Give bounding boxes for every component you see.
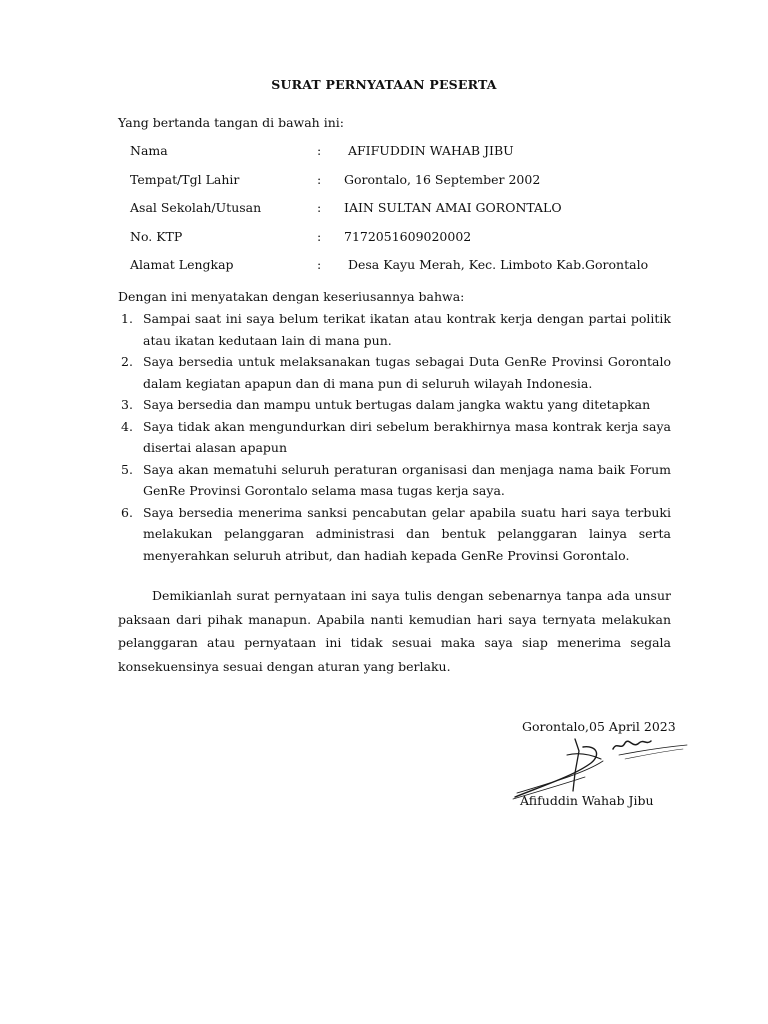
item-text: Saya bersedia untuk melaksanakan tugas sebagai Duta GenRe Provinsi Gorontalo dalam kegiatan apapun dan di mana pun di seluruh wilayah Indonesia.	[143, 354, 671, 391]
field-value: Desa Kayu Merah, Kec. Limboto Kab.Gorontalo	[344, 257, 649, 272]
field-asal-sekolah	[130, 200, 690, 218]
field-value: 7172051609020002	[344, 229, 472, 244]
field-no-ktp	[130, 229, 690, 247]
item-text: Saya akan mematuhi seluruh peraturan organisasi dan menjaga nama baik Forum GenRe Provinsi Gorontalo selama masa tugas kerja saya.	[143, 461, 671, 498]
list-item	[118, 394, 671, 416]
place-date: Gorontalo,05 April 2023	[522, 719, 676, 734]
item-text: Sampai saat ini saya belum terikat ikatan atau kontrak kerja dengan partai politik atau ikatan kedutaan lain di mana pun.	[143, 311, 671, 348]
item-number: 3.	[121, 397, 133, 412]
field-colon: :	[317, 257, 322, 272]
item-number: 5.	[121, 461, 133, 477]
field-colon: :	[317, 200, 322, 215]
field-label: No. KTP	[130, 229, 183, 244]
item-text: Saya bersedia dan mampu untuk bertugas dalam jangka waktu yang ditetapkan	[143, 397, 651, 412]
field-label: Alamat Lengkap	[130, 257, 234, 272]
item-text: Saya tidak akan mengundurkan diri sebelum berakhirnya masa kontrak kerja saya disertai alasan apapun	[143, 418, 671, 455]
field-tempat-tgl-lahir	[130, 172, 690, 190]
item-number: 6.	[121, 504, 133, 520]
signer-name: Afifuddin Wahab Jibu	[520, 793, 654, 808]
item-number: 4.	[121, 418, 133, 434]
item-number: 1.	[121, 311, 133, 326]
list-item	[118, 459, 671, 502]
list-item	[118, 351, 671, 394]
intro-text: Yang bertanda tangan di bawah ini:	[118, 115, 344, 130]
item-number: 2.	[121, 354, 133, 369]
field-colon: :	[317, 143, 322, 158]
list-item	[118, 308, 671, 351]
field-label: Tempat/Tgl Lahir	[130, 172, 240, 187]
field-value: AFIFUDDIN WAHAB JIBU	[344, 143, 514, 158]
closing-paragraph: Demikianlah surat pernyataan ini saya tulis dengan sebenarnya tanpa ada unsur paksaan dari pihak manapun. Apabila nanti kemudian hari saya ternyata melakukan pelanggaran atau pernyataan ini tidak sesuai maka saya siap menerima segala konsekuensinya sesuai dengan aturan yang berlaku.	[118, 588, 671, 674]
field-nama	[130, 143, 690, 161]
list-item	[118, 502, 671, 567]
field-colon: :	[317, 229, 322, 244]
field-alamat-lengkap	[130, 257, 690, 275]
field-label: Nama	[130, 143, 168, 158]
field-label: Asal Sekolah/Utusan	[130, 200, 262, 215]
item-text: Saya bersedia menerima sanksi pencabutan gelar apabila suatu hari saya terbuki melakukan pelanggaran administrasi dan bentuk pelanggaran lainya serta menyerahkan seluruh atribut, dan hadiah kepada GenRe Provinsi Gorontalo.	[143, 504, 671, 563]
field-value: IAIN SULTAN AMAI GORONTALO	[344, 200, 562, 215]
statement-intro: Dengan ini menyatakan dengan keseriusannya bahwa:	[118, 289, 465, 304]
field-value: Gorontalo, 16 September 2002	[344, 172, 541, 187]
document-title: SURAT PERNYATAAN PESERTA	[271, 77, 497, 92]
statement-list	[118, 308, 671, 566]
field-colon: :	[317, 172, 322, 187]
list-item	[118, 416, 671, 459]
